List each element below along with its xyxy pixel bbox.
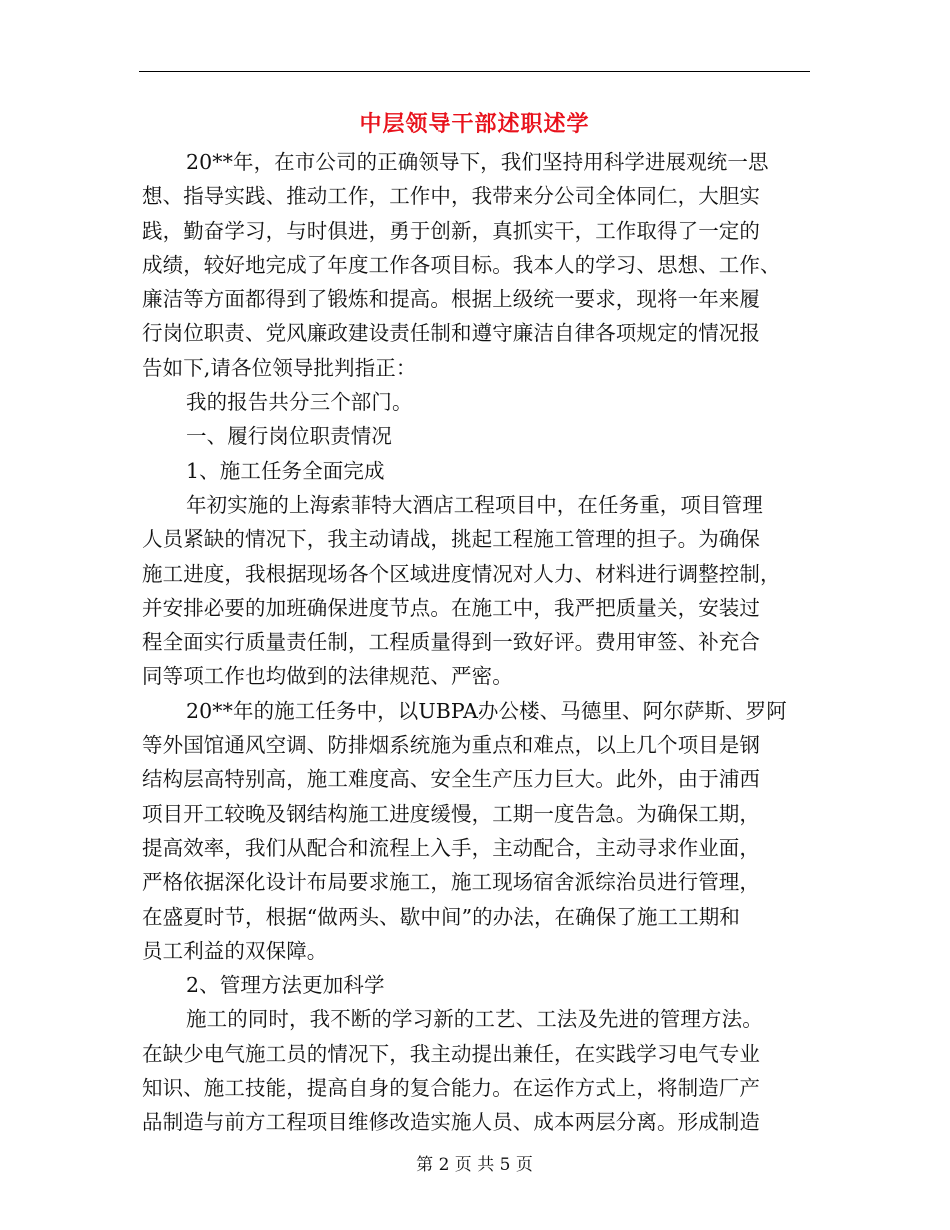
text-line: 成绩，较好地完成了年度工作各项目标。我本人的学习、思想、工作、: [142, 252, 781, 277]
text-line: 年初实施的上海索菲特大酒店工程项目中，在任务重，项目管理: [186, 492, 763, 517]
document-body: [142, 145, 802, 1140]
text-line: 员工利益的双保障。: [142, 938, 328, 963]
document-title: 中层领导干部述职述学: [359, 111, 590, 137]
text-line: 在缺少电气施工员的情况下，我主动提出兼任，在实践学习电气专业: [142, 1041, 760, 1066]
text-line: 并安排必要的加班确保进度节点。在施工中，我严把质量关，安装过: [142, 595, 760, 620]
text-line: 施工的同时，我不断的学习新的工艺、工法及先进的管理方法。: [186, 1007, 763, 1032]
text-line: 告如下,请各位领导批判指正：: [142, 355, 417, 380]
text-line: 人员紧缺的情况下，我主动请战，挑起工程施工管理的担子。为确保: [142, 527, 760, 552]
text-line: 20**年的施工任务中，以UBPA办公楼、马德里、阿尔萨斯、罗阿: [186, 698, 787, 723]
text-line: 1、施工任务全面完成: [186, 458, 385, 483]
text-line: 知识、施工技能，提高自身的复合能力。在运作方式上，将制造厂产: [142, 1076, 760, 1101]
header-rule: [139, 71, 810, 72]
text-line: 践，勤奋学习，与时俱进，勇于创新，真抓实干，工作取得了一定的: [142, 218, 760, 243]
text-line: 项目开工较晚及钢结构施工进度缓慢，工期一度告急。为确保工期，: [142, 801, 760, 826]
text-line: 行岗位职责、党风廉政建设责任制和遵守廉洁自律各项规定的情况报: [142, 321, 760, 346]
text-line: 20**年，在市公司的正确领导下，我们坚持用科学进展观统一思: [186, 150, 769, 174]
text-line: 等外国馆通风空调、防排烟系统施为重点和难点，以上几个项目是钢: [142, 733, 760, 758]
text-line: 程全面实行质量责任制，工程质量得到一致好评。费用审签、补充合: [142, 630, 760, 655]
text-line: 施工进度，我根据现场各个区域进度情况对人力、材料进行调整控制，: [142, 561, 781, 586]
text-line: 结构层高特别高，施工难度高、安全生产压力巨大。此外，由于浦西: [142, 767, 760, 792]
text-line: 品制造与前方工程项目维修改造实施人员、成本两层分离。形成制造: [142, 1110, 760, 1135]
text-line: 想、指导实践、推动工作，工作中，我带来分公司全体同仁，大胆实: [142, 184, 760, 209]
text-line: 提高效率，我们从配合和流程上入手，主动配合，主动寻求作业面，: [142, 835, 760, 860]
text-line: 廉洁等方面都得到了锻炼和提高。根据上级统一要求，现将一年来履: [142, 287, 760, 312]
text-line: 我的报告共分三个部门。: [186, 390, 413, 415]
text-line: 同等项工作也均做到的法律规范、严密。: [142, 664, 513, 689]
text-line: 一、履行岗位职责情况: [186, 424, 392, 449]
page-footer: 第 2 页 共 5 页: [416, 1155, 533, 1175]
text-line: 严格依据深化设计布局要求施工，施工现场宿舍派综治员进行管理，: [142, 870, 760, 895]
text-line: 2、管理方法更加科学: [186, 973, 385, 998]
text-line: 在盛夏时节，根据“做两头、歇中间”的办法，在确保了施工工期和: [142, 904, 740, 929]
